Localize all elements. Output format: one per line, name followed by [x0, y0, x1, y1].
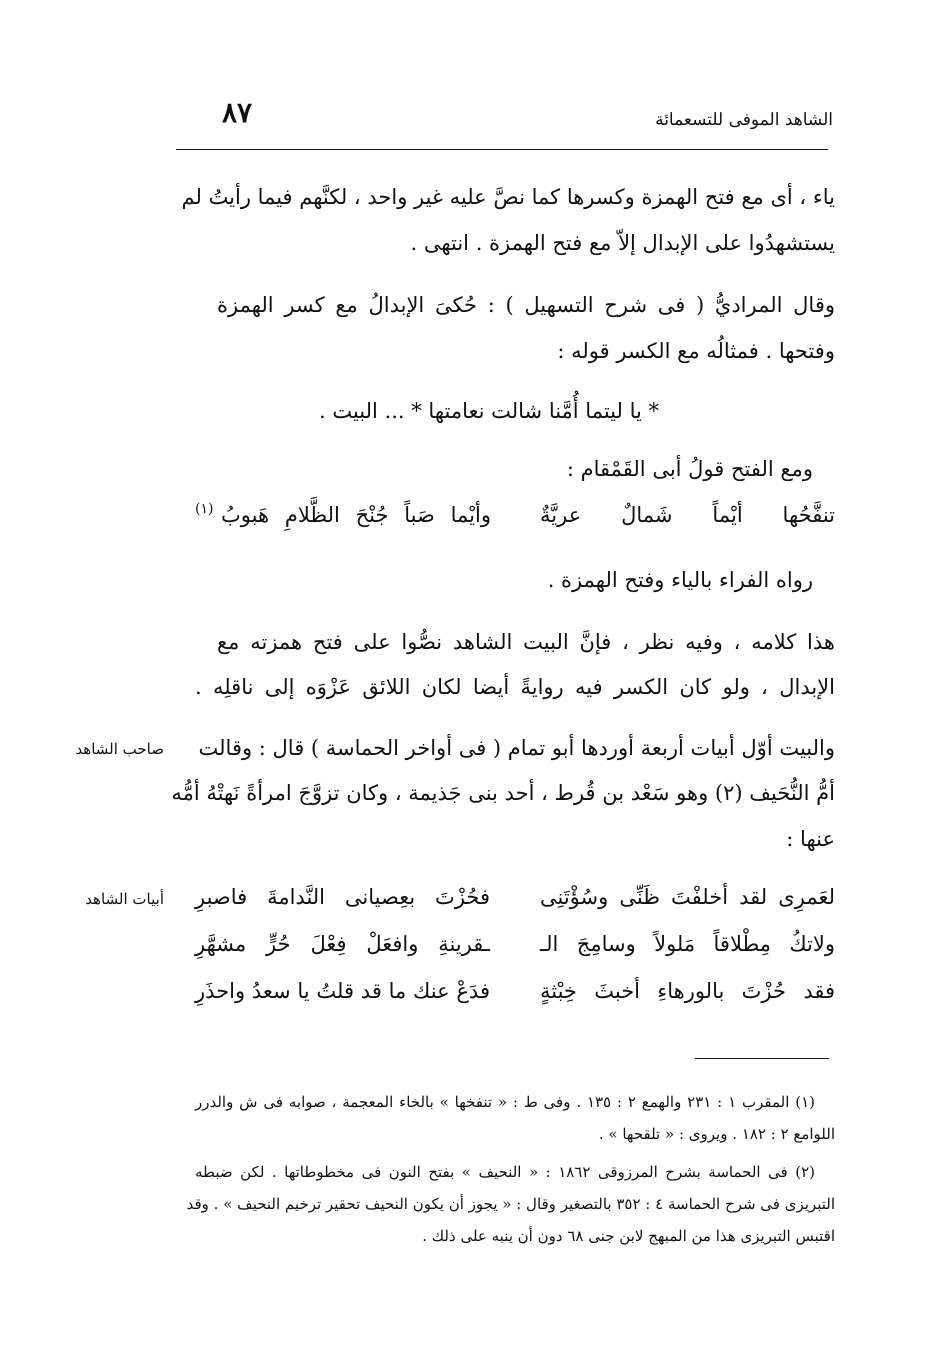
verse-hemistich-second: وأيْما صَباً جُنْحَ الظَّلامِ هَبوبُ [221, 503, 491, 527]
footnote-divider [695, 1058, 829, 1059]
footnote-line: اقتبس التبريزى هذا من المبهج لابن جنى ٦٨ دون أن ينبه على ذلك . [422, 1227, 835, 1245]
verse-hemistich-first: تنفَّحُها أيْماً شَمالٌ عريَّةٌ [540, 503, 835, 527]
verse-couplet [195, 498, 835, 532]
margin-note: صاحب الشاهد [75, 740, 164, 758]
body-line: ومع الفتح قولُ أبى القَمْقام : [566, 457, 813, 481]
footnote-line: (٢) فى الحماسة بشرح المرزوقى ١٨٦٢ : « النحيف » بفتح النون فى مخطوطاتها . لكن ضبطه [195, 1163, 816, 1181]
footnote-line: التبريزى فى شرح الحماسة ٤ : ٣٥٢ بالتصغير وقال : « يجوز أن يكون النحيف تحقير ترخيم النحيف » . وقد [186, 1195, 835, 1213]
header-divider [176, 149, 828, 150]
footnote-ref: (١) [195, 501, 214, 517]
verse-couplet [195, 927, 835, 961]
footnote-line: (١) المقرب ١ : ٢٣١ والهمع ٢ : ١٣٥ . وفى ط : « تنفخها » بالخاء المعجمة ، صوابه فى ش والدرر [195, 1093, 816, 1111]
verse-couplet [195, 974, 835, 1008]
body-line: ياء ، أى مع فتح الهمزة وكسرها كما نصَّ عليه غير واحد ، لكنَّهم فيما رأيتُ لم [181, 185, 835, 209]
verse-couplet [195, 880, 835, 914]
body-line: عنها : [786, 827, 835, 851]
body-line: رواه الفراء بالياء وفتح الهمزة . [547, 568, 813, 592]
margin-note: أبيات الشاهد [85, 890, 164, 908]
body-line: أمُّ النُّحَيف (٢) وهو سَعْد بن قُرط ، أحد بنى جَذيمة ، وكان تزوَّجَ امرأةً نَهتْهُ أمُّه [171, 781, 835, 805]
verse-hemistich-first: لعَمرِى لقد أخلفْتَ ظَنِّى وسُؤْتَنِى [540, 885, 835, 909]
quoted-hemistich: * يا ليتما أُمَّنا شالت نعامتها * ... البيت . [318, 399, 660, 423]
verse-hemistich-second: فدَعْ عنك ما قد قلتُ يا سعدُ واحذَرِ [195, 979, 490, 1003]
verse-hemistich-second: ـقرينةِ وافعَلْ فِعْلَ حُرٍّ مشهَّرِ [195, 932, 490, 956]
body-line: هذا كلامه ، وفيه نظر ، فإنَّ البيت الشاهد نصُّوا على فتح همزته مع [217, 630, 835, 654]
verse-hemistich-first: فقد حُزْتَ بالورهاءِ أخبثَ خِبْثةٍ [540, 979, 835, 1003]
verse-hemistich-second: فحُزْتَ بعِصيانى النَّدامةَ فاصبرِ [195, 885, 490, 909]
footnote-line: اللوامع ٢ : ١٨٢ . ويروى : « تلقحها » . [598, 1125, 835, 1143]
body-line: الإبدال ، ولو كان الكسر فيه روايةً أيضا لكان اللائق عَزْوَه إلى ناقلِه . [195, 675, 835, 699]
body-line: وفتحها . فمثالُه مع الكسر قوله : [557, 339, 835, 363]
verse-hemistich-first: ولاتكُ مِطْلاقاً مَلولاً وسامِجَ الـ [540, 932, 835, 956]
body-line: والبيت أوّل أبيات أربعة أوردها أبو تمام ( فى أواخر الحماسة ) قال : وقالت [198, 736, 835, 760]
body-line: وقال المراديُّ ( فى شرح التسهيل ) : حُكىَ الإبدالُ مع كسر الهمزة [217, 293, 835, 317]
running-title: الشاهد الموفى للتسعمائة [655, 110, 833, 130]
page-number: ٨٧ [222, 96, 253, 129]
body-line: يستشهدُوا على الإبدال إلاّ مع فتح الهمزة . انتهى . [410, 231, 835, 255]
